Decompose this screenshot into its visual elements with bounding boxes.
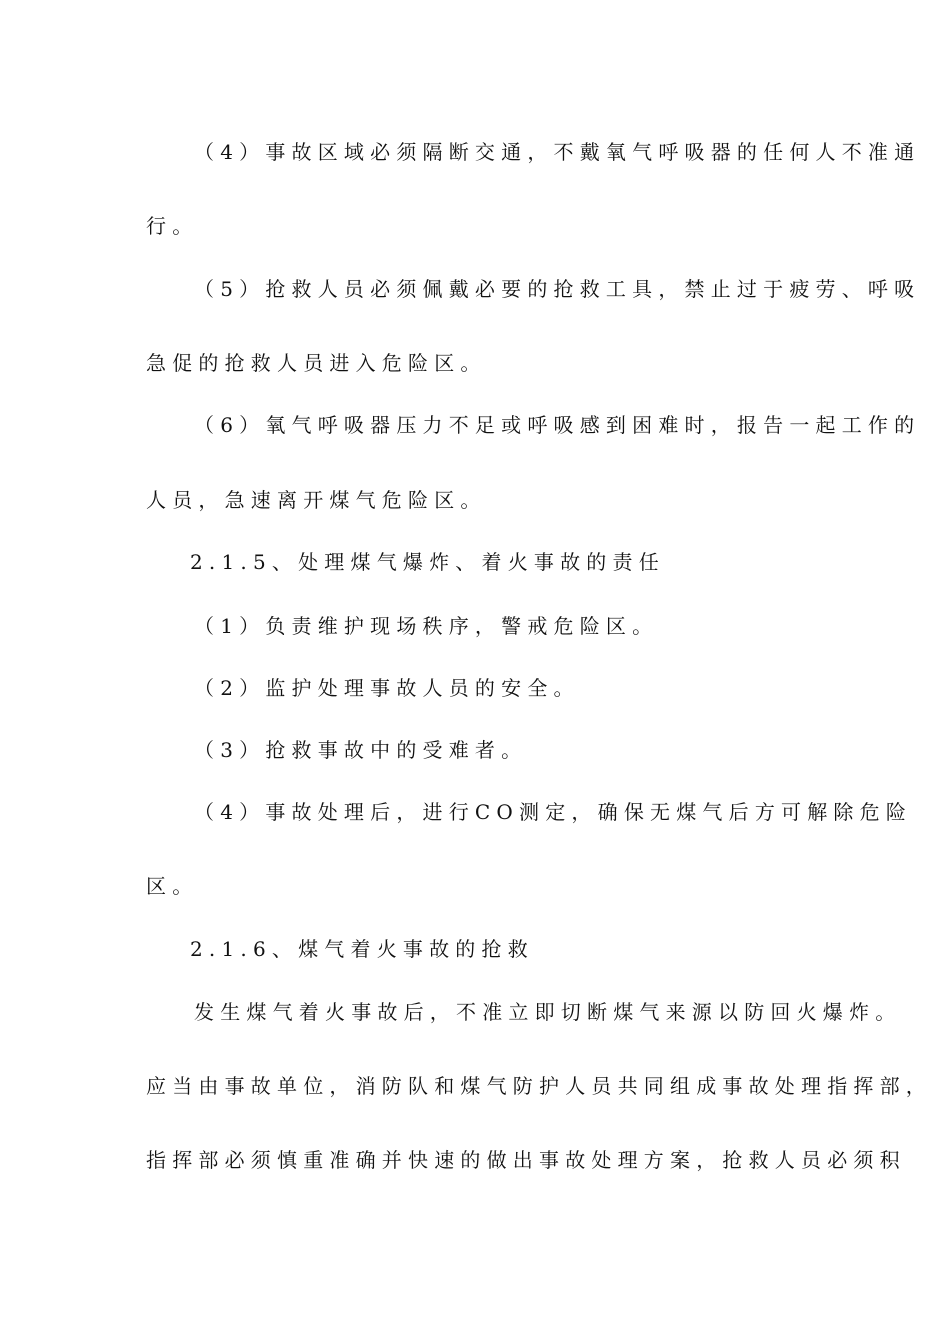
section-heading: 2.1.6、煤气着火事故的抢救 [190,937,534,961]
paragraph-line: 人员，急速离开煤气危险区。 [146,488,487,512]
paragraph-line: （5）抢救人员必须佩戴必要的抢救工具，禁止过于疲劳、呼吸 [194,277,921,301]
paragraph-line: 区。 [146,874,199,898]
paragraph-line: 发生煤气着火事故后，不准立即切断煤气来源以防回火爆炸。 [194,1000,902,1024]
paragraph-line: 行。 [146,214,199,238]
section-heading: 2.1.5、处理煤气爆炸、着火事故的责任 [190,550,665,574]
paragraph-line: 急促的抢救人员进入危险区。 [146,351,487,375]
list-item: （1）负责维护现场秩序，警戒危险区。 [194,614,659,638]
list-item: （2）监护处理事故人员的安全。 [194,676,580,700]
paragraph-line: 指挥部必须慎重准确并快速的做出事故处理方案，抢救人员必须积 [146,1148,906,1172]
paragraph-line: （6）氧气呼吸器压力不足或呼吸感到困难时，报告一起工作的 [194,413,921,437]
paragraph-line: 应当由事故单位，消防队和煤气防护人员共同组成事故处理指挥部， [146,1074,932,1098]
paragraph-line: （4）事故区域必须隔断交通，不戴氧气呼吸器的任何人不准通 [194,140,921,164]
list-item: （3）抢救事故中的受难者。 [194,738,528,762]
list-item: （4）事故处理后，进行CO测定，确保无煤气后方可解除危险 [194,800,913,824]
